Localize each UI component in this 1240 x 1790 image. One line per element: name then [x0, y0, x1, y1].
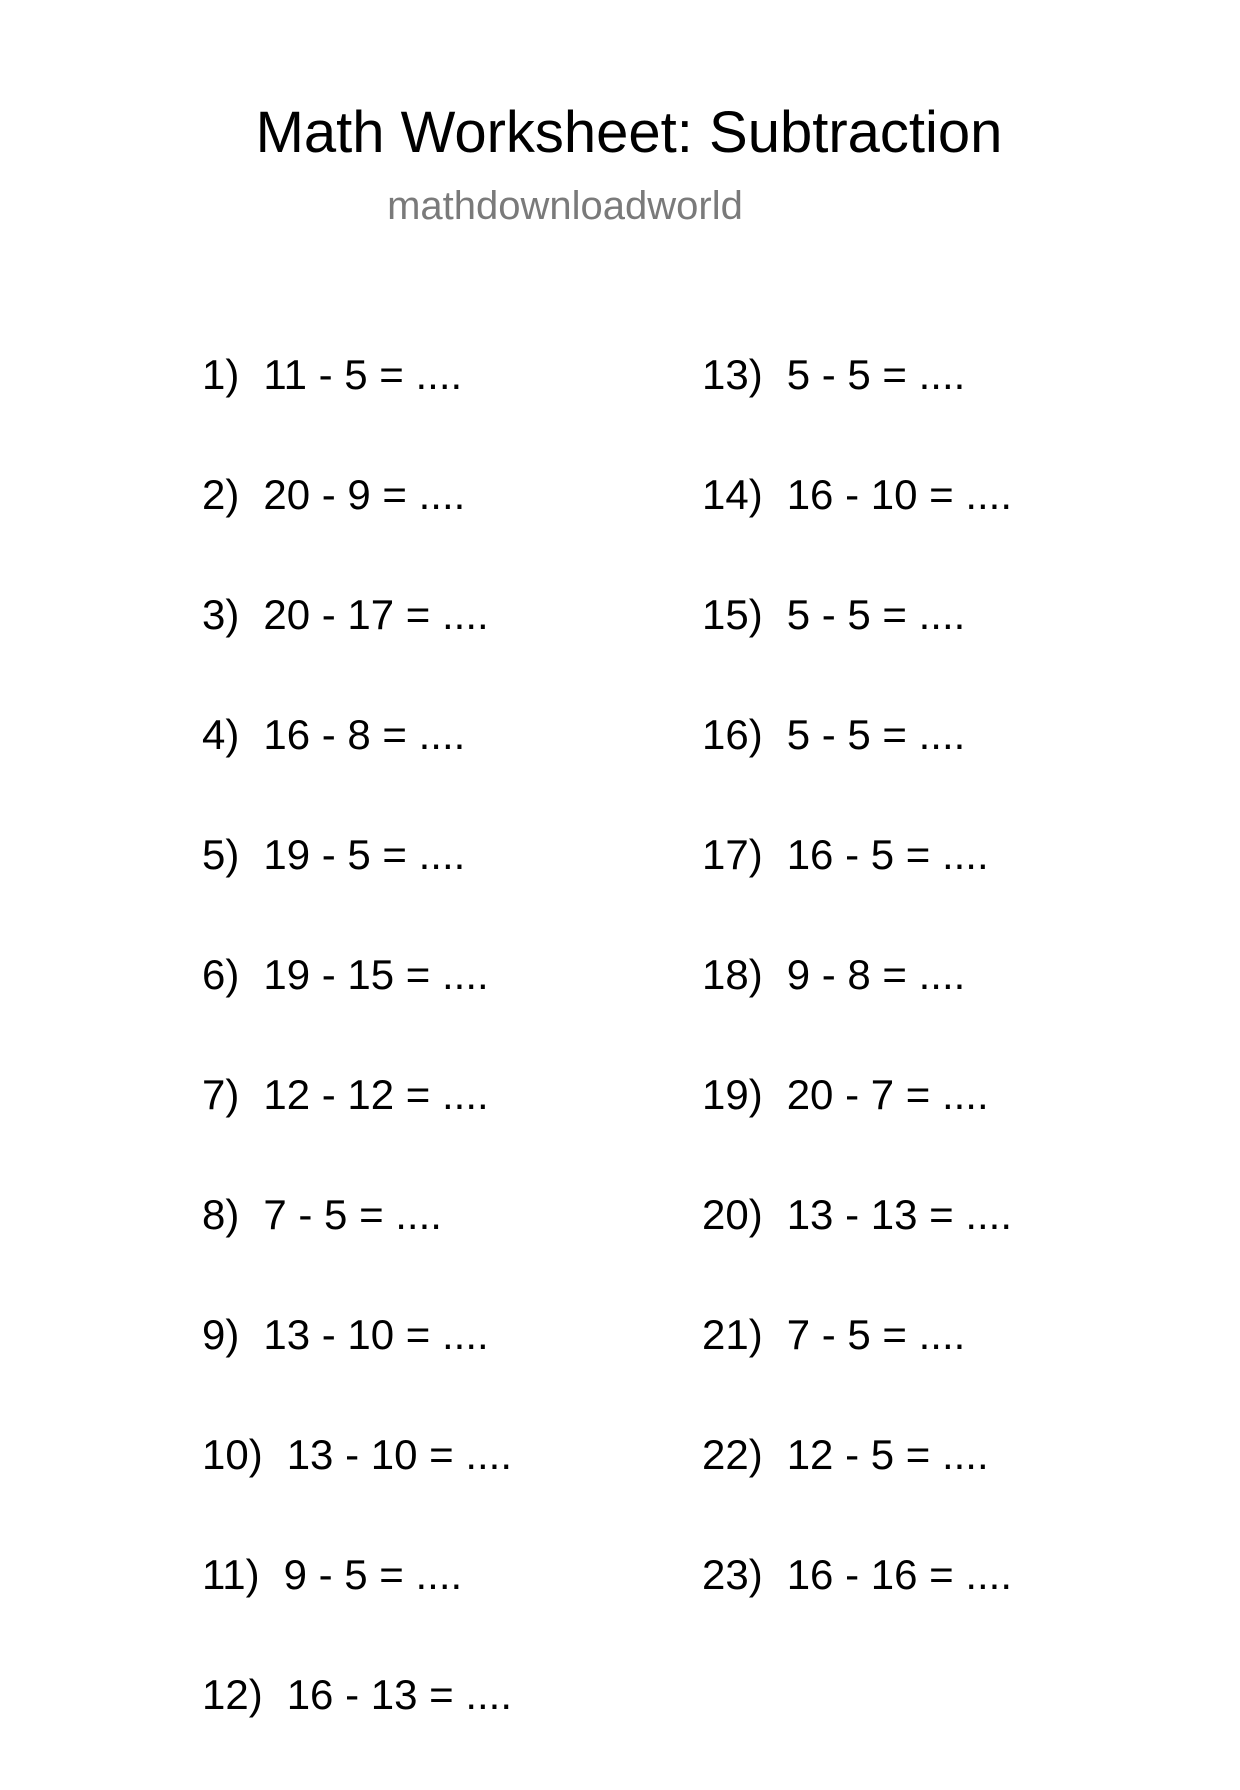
problem-expression: 20 - 7 = .... — [786, 1071, 989, 1118]
problem-expression: 16 - 10 = .... — [786, 471, 1013, 518]
problem-number: 17) — [702, 831, 763, 878]
problem-item — [202, 1190, 662, 1310]
problem-item — [202, 590, 662, 710]
problem-expression: 16 - 5 = .... — [786, 831, 989, 878]
problem-expression: 7 - 5 = .... — [786, 1311, 966, 1358]
problem-item — [702, 1070, 1162, 1190]
problem-expression: 12 - 5 = .... — [786, 1431, 989, 1478]
problem-expression: 7 - 5 = .... — [263, 1191, 442, 1238]
problem-number: 2) — [202, 471, 240, 518]
page-subtitle: mathdownloadworld — [387, 184, 743, 228]
problem-number: 20) — [702, 1191, 763, 1238]
problem-item — [702, 1550, 1162, 1670]
problem-expression: 19 - 5 = .... — [263, 831, 466, 878]
problem-expression: 5 - 5 = .... — [786, 351, 966, 398]
problem-item — [202, 950, 662, 1070]
problem-item — [202, 830, 662, 950]
problem-expression: 11 - 5 = .... — [263, 351, 463, 398]
problem-item — [202, 350, 662, 470]
problem-number: 18) — [702, 951, 763, 998]
problem-item — [702, 350, 1162, 470]
problem-number: 23) — [702, 1551, 763, 1598]
problem-expression: 5 - 5 = .... — [786, 711, 966, 758]
problem-item — [202, 470, 662, 590]
problem-column-right — [702, 350, 1162, 1670]
problem-number: 7) — [202, 1071, 240, 1118]
problem-item — [202, 710, 662, 830]
problem-number: 16) — [702, 711, 763, 758]
problem-number: 10) — [202, 1431, 263, 1478]
problem-item — [702, 470, 1162, 590]
problem-item — [202, 1550, 662, 1670]
problem-column-left — [202, 350, 662, 1790]
problem-expression: 13 - 13 = .... — [786, 1191, 1013, 1238]
problem-item — [702, 830, 1162, 950]
problem-number: 13) — [702, 351, 763, 398]
problem-number: 1) — [202, 351, 240, 398]
problem-number: 14) — [702, 471, 763, 518]
problem-expression: 13 - 10 = .... — [263, 1311, 489, 1358]
problem-number: 15) — [702, 591, 763, 638]
problem-expression: 13 - 10 = .... — [286, 1431, 513, 1478]
problem-number: 4) — [202, 711, 240, 758]
problem-number: 19) — [702, 1071, 763, 1118]
problem-item — [702, 1310, 1162, 1430]
problem-item — [202, 1310, 662, 1430]
problem-expression: 19 - 15 = .... — [263, 951, 489, 998]
problem-expression: 16 - 8 = .... — [263, 711, 466, 758]
problem-item — [702, 590, 1162, 710]
problem-number: 21) — [702, 1311, 763, 1358]
problem-item — [202, 1430, 662, 1550]
problem-number: 22) — [702, 1431, 763, 1478]
problem-expression: 9 - 5 = .... — [283, 1551, 463, 1598]
problem-item — [202, 1670, 662, 1790]
problem-number: 3) — [202, 591, 240, 638]
problem-number: 9) — [202, 1311, 240, 1358]
problem-expression: 20 - 17 = .... — [263, 591, 489, 638]
problem-number: 12) — [202, 1671, 263, 1718]
problem-item — [702, 1430, 1162, 1550]
problem-item — [702, 710, 1162, 830]
problem-expression: 12 - 12 = .... — [263, 1071, 489, 1118]
problem-item — [702, 950, 1162, 1070]
problem-expression: 16 - 16 = .... — [786, 1551, 1013, 1598]
problem-number: 11) — [202, 1551, 260, 1598]
problem-expression: 5 - 5 = .... — [786, 591, 966, 638]
page-title: Math Worksheet: Subtraction — [255, 100, 1003, 165]
problem-number: 5) — [202, 831, 240, 878]
problem-number: 8) — [202, 1191, 240, 1238]
problem-expression: 16 - 13 = .... — [286, 1671, 513, 1718]
problem-expression: 20 - 9 = .... — [263, 471, 466, 518]
problem-item — [702, 1190, 1162, 1310]
problem-expression: 9 - 8 = .... — [786, 951, 966, 998]
problem-number: 6) — [202, 951, 240, 998]
problem-item — [202, 1070, 662, 1190]
